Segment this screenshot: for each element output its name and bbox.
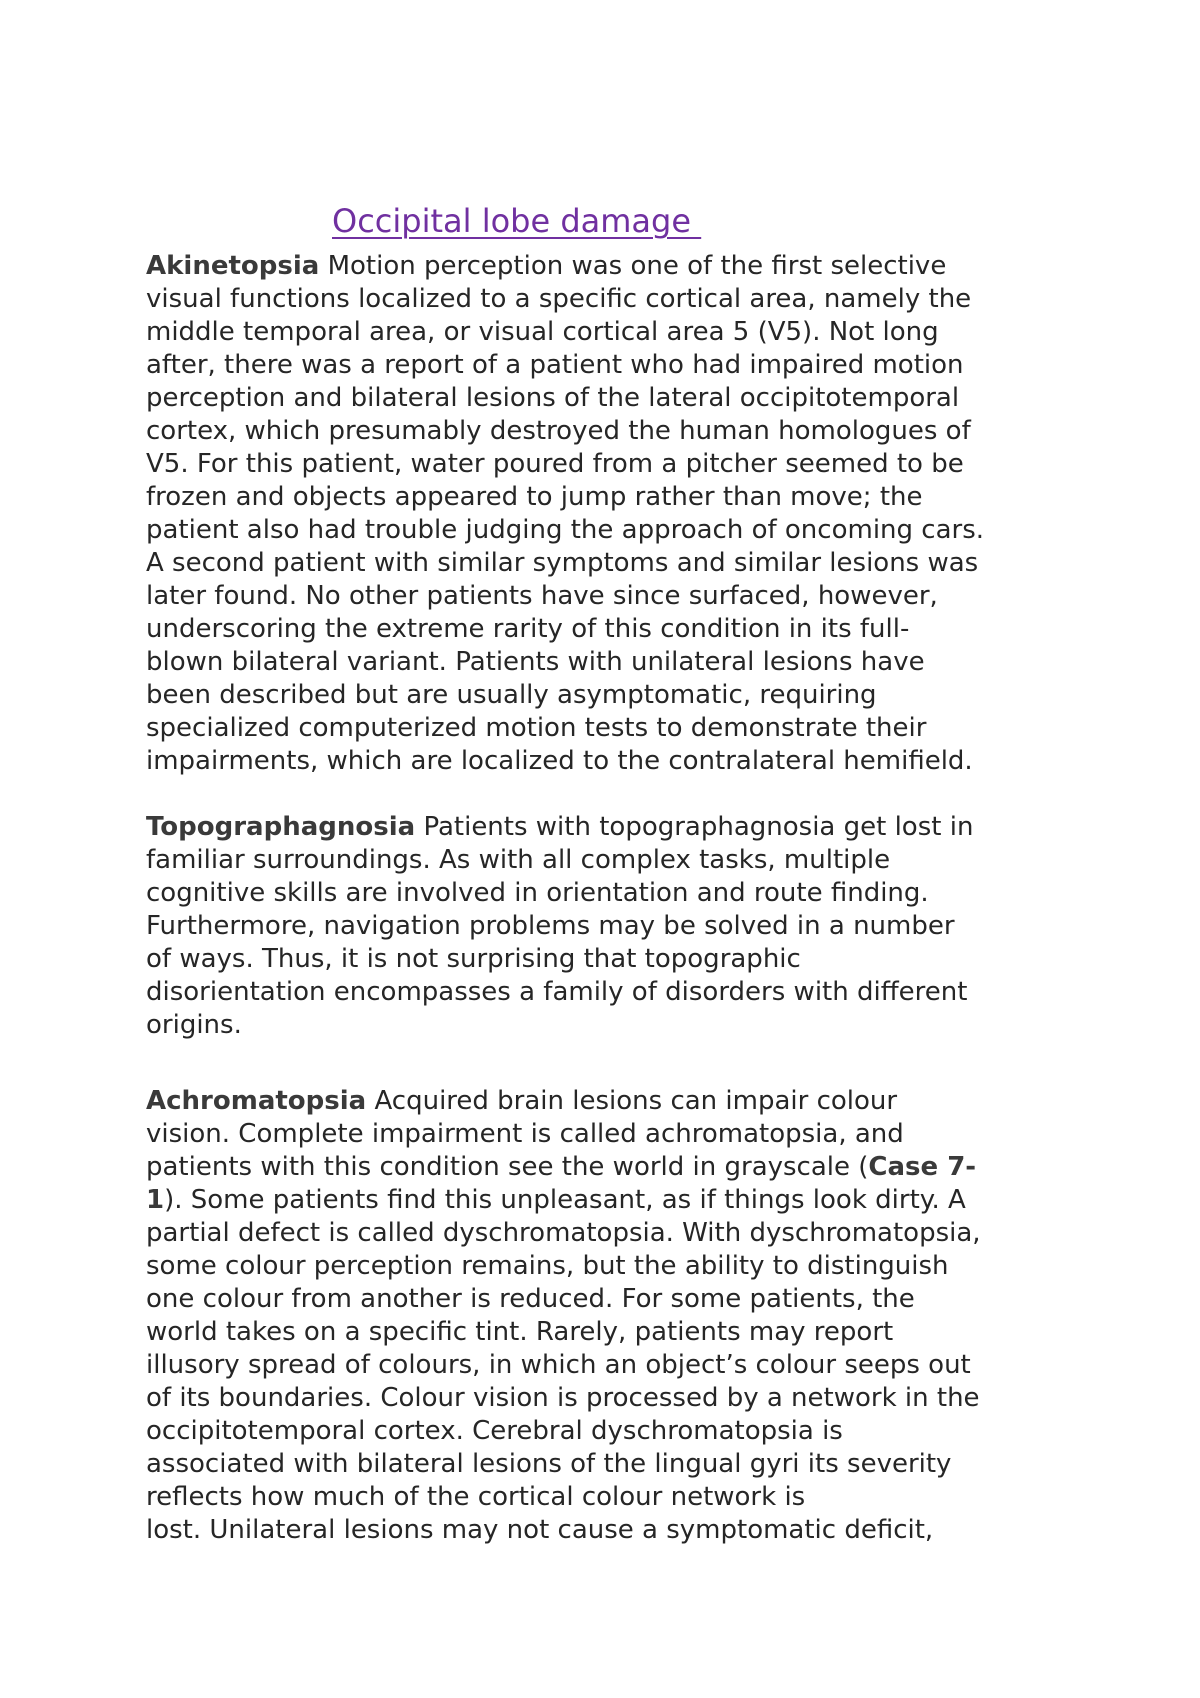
text-line: blown bilateral variant. Patients with unilateral lesions have	[146, 647, 925, 677]
text-line: vision. Complete impairment is called achromatopsia, and	[146, 1119, 904, 1149]
case-reference: Case 7-	[868, 1152, 977, 1182]
text-line: perception and bilateral lesions of the lateral occipitotemporal	[146, 383, 960, 413]
text-line: later found. No other patients have since surfaced, however,	[146, 581, 938, 611]
section-achromatopsia	[146, 1085, 1086, 1547]
text-line: of its boundaries. Colour vision is processed by a network in the	[146, 1383, 980, 1413]
section-topographagnosia	[146, 811, 1086, 1042]
text-line: frozen and objects appeared to jump rather than move; the	[146, 482, 923, 512]
text-run: Patients with topographagnosia get lost in	[415, 812, 974, 842]
text-line: familiar surroundings. As with all complex tasks, multiple	[146, 845, 891, 875]
text-line: illusory spread of colours, in which an object’s colour seeps out	[146, 1350, 971, 1380]
text-line: world takes on a specific tint. Rarely, patients may report	[146, 1317, 894, 1347]
text-line: partial defect is called dyschromatopsia. With dyschromatopsia,	[146, 1218, 981, 1248]
case-reference: 1	[146, 1185, 165, 1215]
text-line: some colour perception remains, but the ability to distinguish	[146, 1251, 949, 1281]
text-line: lost. Unilateral lesions may not cause a symptomatic deficit,	[146, 1515, 934, 1545]
text-line: underscoring the extreme rarity of this condition in its full-	[146, 614, 910, 644]
text-line: disorientation encompasses a family of disorders with different	[146, 977, 968, 1007]
text-line: V5. For this patient, water poured from a pitcher seemed to be	[146, 449, 964, 479]
text-line	[146, 1085, 1086, 1118]
text-run: ). Some patients find this unpleasant, as if things look dirty. A	[164, 1185, 966, 1215]
text-line	[146, 1184, 1086, 1217]
text-run: patients with this condition see the world in grayscale (	[146, 1152, 869, 1182]
text-line: patient also had trouble judging the approach of oncoming cars.	[146, 515, 985, 545]
text-line: visual functions localized to a specific cortical area, namely the	[146, 284, 972, 314]
text-run: Motion perception was one of the first selective	[319, 251, 947, 281]
text-line: origins.	[146, 1010, 242, 1040]
document-body	[146, 250, 1086, 1547]
text-run: Acquired brain lesions can impair colour	[366, 1086, 898, 1116]
section-term: Topographagnosia	[146, 812, 416, 842]
text-line: one colour from another is reduced. For some patients, the	[146, 1284, 915, 1314]
section-term: Akinetopsia	[146, 251, 320, 281]
text-line: A second patient with similar symptoms and similar lesions was	[146, 548, 979, 578]
text-line: occipitotemporal cortex. Cerebral dyschromatopsia is	[146, 1416, 843, 1446]
paragraph-spacer	[146, 1042, 1086, 1085]
paragraph-spacer	[146, 778, 1086, 811]
text-line	[146, 811, 1086, 844]
text-line: middle temporal area, or visual cortical area 5 (V5). Not long	[146, 317, 939, 347]
text-line: of ways. Thus, it is not surprising that topographic	[146, 944, 801, 974]
text-line	[146, 1151, 1086, 1184]
text-line	[146, 250, 1086, 283]
text-line: associated with bilateral lesions of the lingual gyri its severity	[146, 1449, 952, 1479]
text-line: been described but are usually asymptomatic, requiring	[146, 680, 877, 710]
section-term: Achromatopsia	[146, 1086, 367, 1116]
text-line: after, there was a report of a patient who had impaired motion	[146, 350, 964, 380]
text-line: cognitive skills are involved in orientation and route finding.	[146, 878, 929, 908]
text-line: reflects how much of the cortical colour network is	[146, 1482, 806, 1512]
text-line: specialized computerized motion tests to demonstrate their	[146, 713, 927, 743]
page-title: Occipital lobe damage	[332, 202, 702, 240]
text-line: impairments, which are localized to the contralateral hemifield.	[146, 746, 973, 776]
text-line: Furthermore, navigation problems may be solved in a number	[146, 911, 955, 941]
section-akinetopsia	[146, 250, 1086, 778]
text-line: cortex, which presumably destroyed the human homologues of	[146, 416, 971, 446]
